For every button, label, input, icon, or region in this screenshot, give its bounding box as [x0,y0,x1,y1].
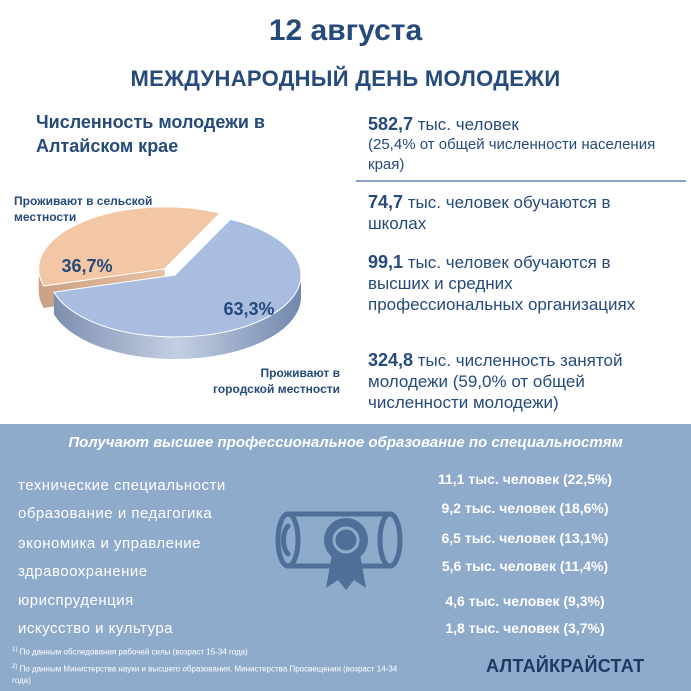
specialty-value: 9,2 тыс. человек (18,6%) [441,500,609,516]
employed-text: тыс. численность занятой молодежи (59,0% от общей численности молодежи) [368,351,623,412]
total-youth-text: тыс. человек [413,115,519,134]
divider [356,180,686,182]
footnote-1 [12,645,452,658]
pie-value-rural: 36,7% [61,256,113,276]
specialty-value: 11,1 тыс. человек (22,5%) [437,471,613,487]
specialty-label: технические специальности [18,477,226,494]
higher-education-value: 99,1 [368,252,404,272]
specialty-label: экономика и управление [18,535,202,552]
higher-education-text: тыс. человек обучаются в высших и средних профессиональных организациях [368,253,636,314]
pie-label-rural: Проживают в сельской местности [14,194,153,224]
footnote-1-text: По данным обследования рабочей силы (возраст 15-34 года) [19,647,248,657]
higher-education-stat [368,252,658,315]
total-youth-value: 582,7 [368,114,414,134]
school-stat [368,192,668,234]
school-value: 74,7 [368,192,404,212]
footnote-1-mark: 1) [12,647,18,653]
employed-stat [368,350,686,413]
total-youth-note: (25,4% от общей численности населения края) [368,136,656,173]
youth-subtitle: Численность молодежи в Алтайском крае [36,112,265,156]
school-text: тыс. человек обучаются в школах [368,193,611,233]
footnote-2-text: По данным Министерства науки и высшего образования, Министерства Просвещения (возраст 14-34 года) [12,664,398,685]
specialty-label: образование и педагогика [18,505,213,522]
specialty-value: 6,5 тыс. человек (13,1%) [441,530,609,546]
brand-logo-text: АЛТАЙКРАЙСТАТ [486,656,645,676]
specialty-value: 4,6 тыс. человек (9,3%) [445,593,605,609]
specialty-value: 5,6 тыс. человек (11,4%) [441,558,609,574]
pie-label-urban: Проживают в городской местности [213,366,340,396]
specialty-value: 1,8 тыс. человек (3,7%) [445,620,605,636]
specialty-label: искусство и культура [18,620,174,637]
diploma-icon [272,496,412,592]
footnote-2-mark: 2) [12,664,18,670]
page-title: МЕЖДУНАРОДНЫЙ ДЕНЬ МОЛОДЕЖИ [130,66,561,91]
employed-value: 324,8 [368,350,414,370]
footnote-2 [12,662,412,686]
education-title: Получают высшее профессиональное образование по специальностям [68,434,623,451]
specialty-label: юриспруденция [18,592,134,609]
pie-value-urban: 63,3% [223,299,275,319]
specialty-label: здравоохранение [18,563,148,580]
total-youth-stat [368,114,688,175]
date-title: 12 августа [268,14,423,47]
